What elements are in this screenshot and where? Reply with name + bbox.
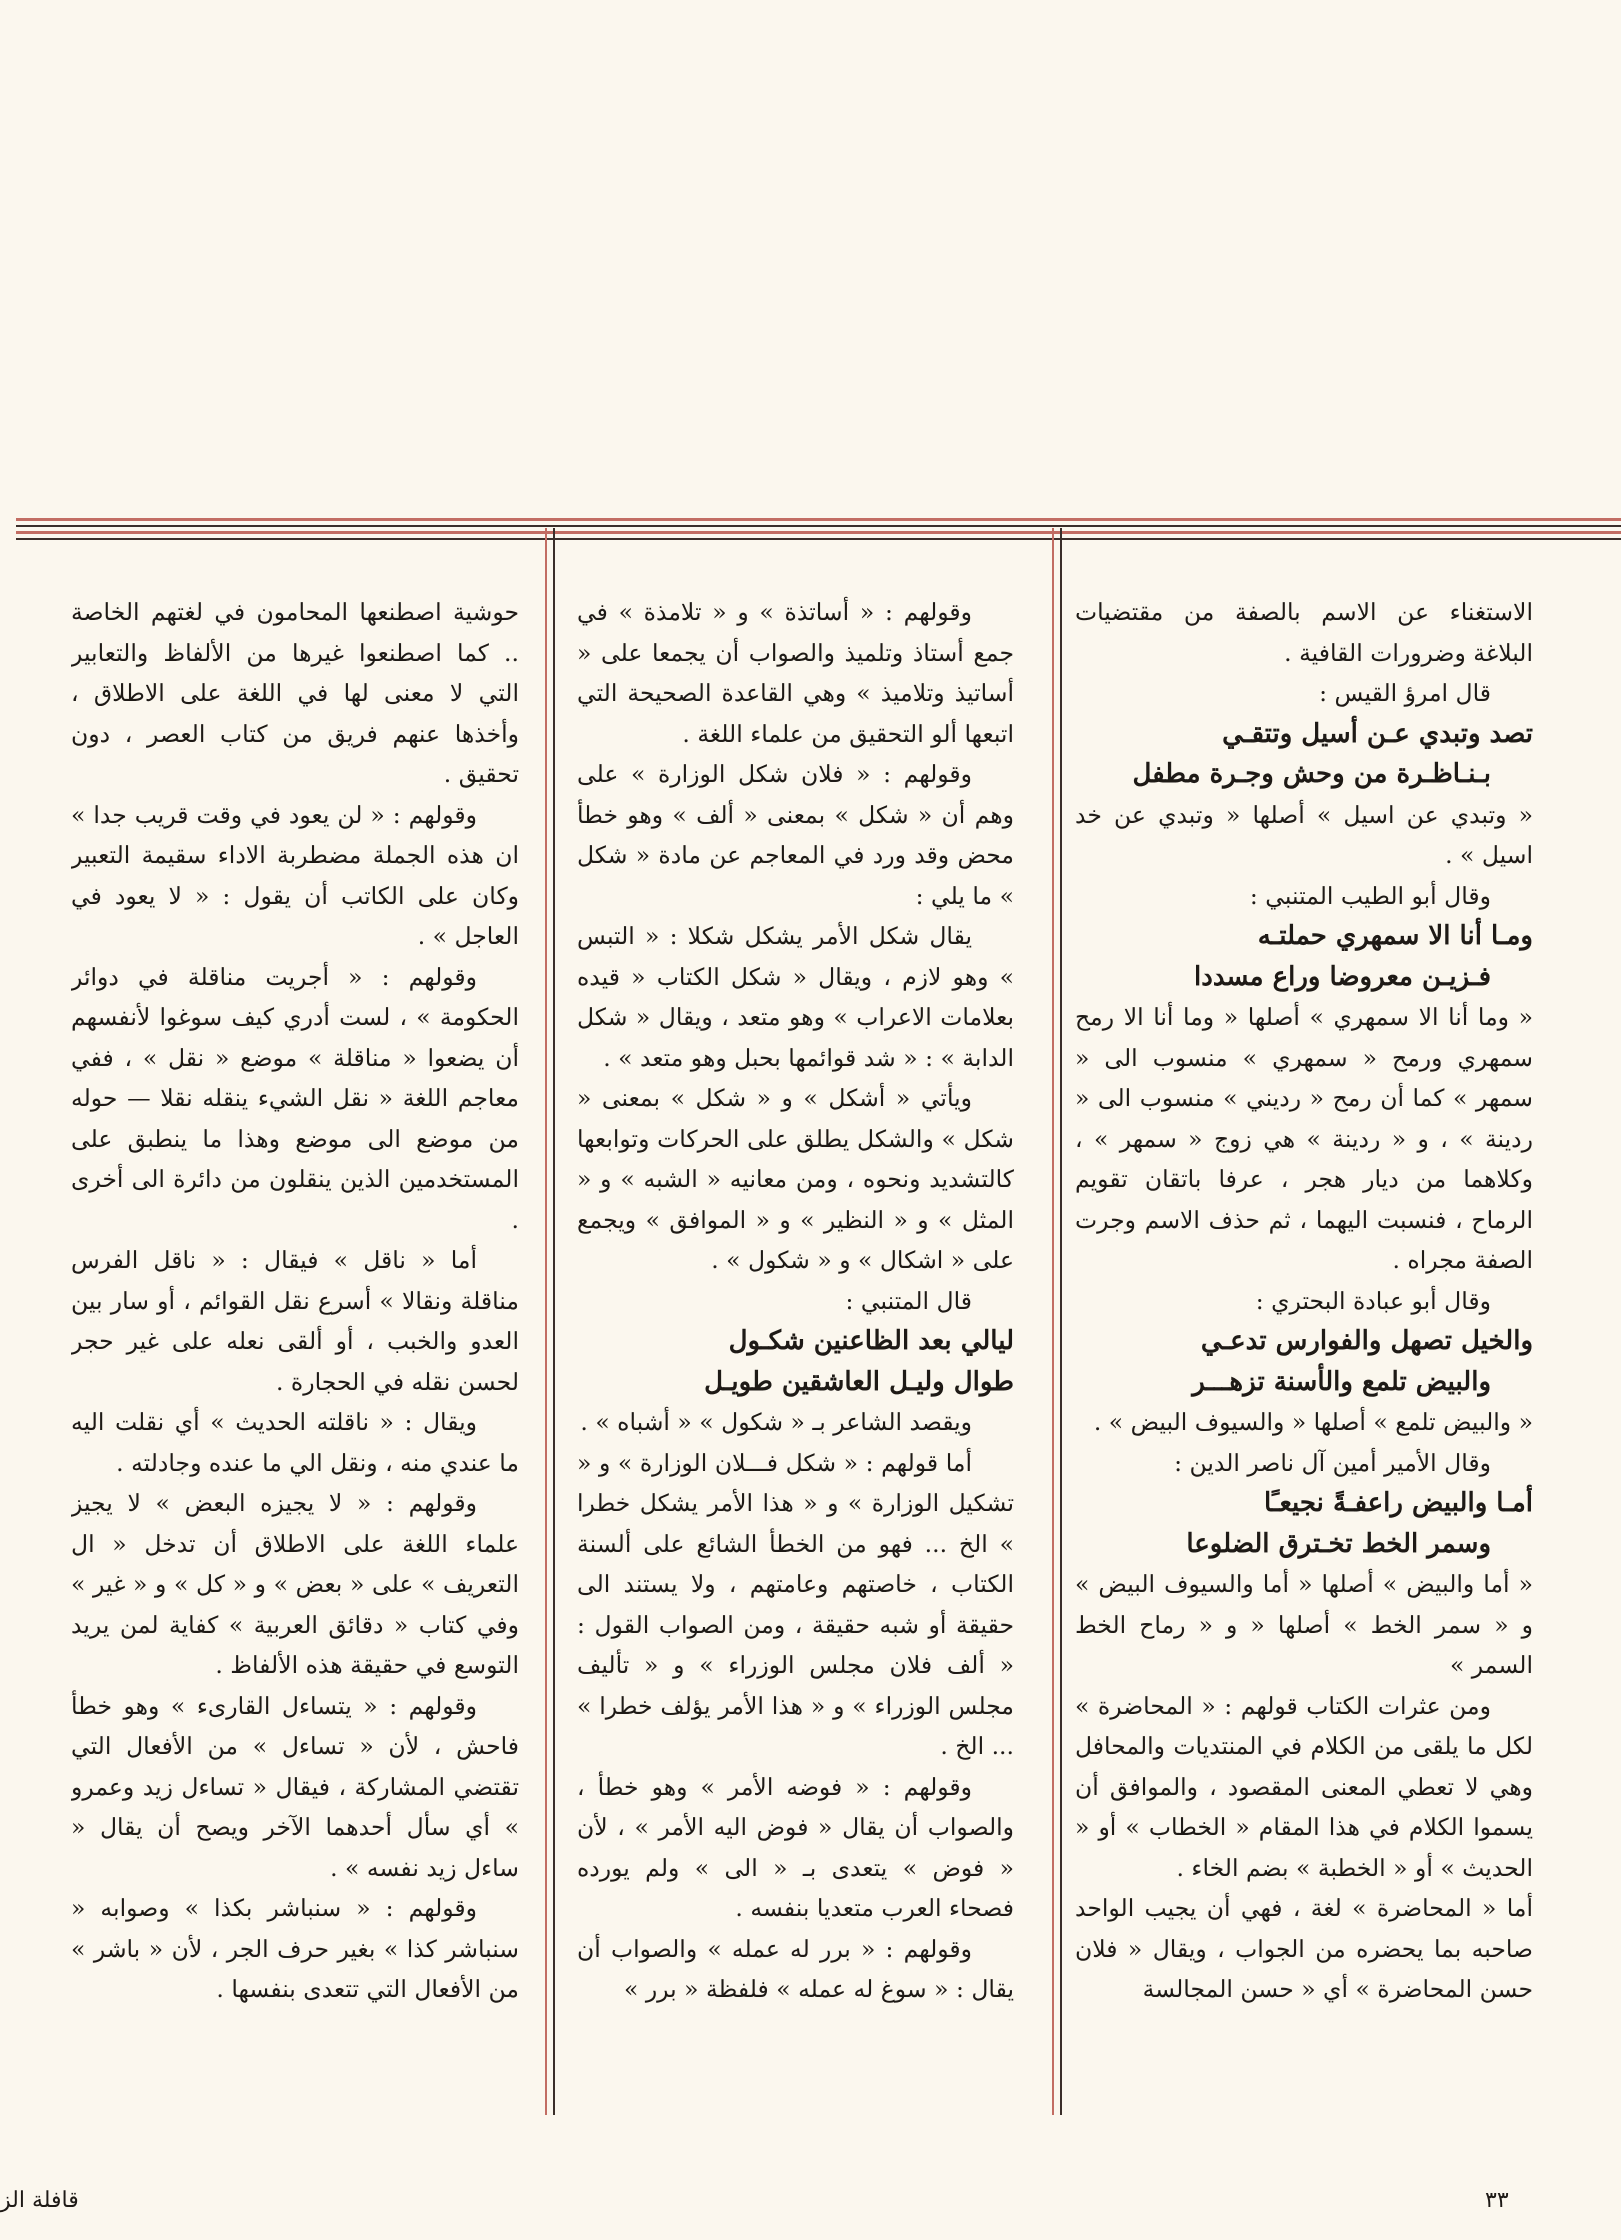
text-column-middle: [577, 592, 1014, 2112]
paragraph: حوشية اصطنعها المحامون في لغتهم الخاصة .. كما اصطنعوا غيرها من الألفاظ والتعابير التي لا معنى لها في اللغة على الاطلاق ، وأخذها عنهم فريق من كتاب العصر ، دون تحقيق .: [71, 598, 519, 788]
page-number: ٣٣: [1485, 2188, 1509, 2213]
paragraph: « أما والبيض » أصلها « أما والسيوف البيض » و « سمر الخط » أصلها « و « رماح الخط السمر »: [1075, 1570, 1533, 1679]
column-divider: [1052, 528, 1066, 2115]
header-rule-band: [16, 518, 1621, 544]
paragraph: وقال أبو عبادة البحتري :: [1255, 1286, 1491, 1315]
paragraph: وقولهم : « لا يجيزه البعض » لا يجيز علماء اللغة على الاطلاق أن تدخل « ال التعريف » على « بعض » و « كل » و « غير » وفي كتاب « دقائق العربية » كفاية لمن يريد التوسع في حقيقة هذه الألفاظ .: [71, 1489, 519, 1679]
header-rule-line: [16, 531, 1621, 534]
paragraph: وقولهم : « فوضه الأمر » وهو خطأ ، والصواب أن يقال « فوض اليه الأمر » ، لأن « فوض » يتعدى بـ « الى » ولم يورده فصحاء العرب متعديا بنفسه .: [577, 1772, 1014, 1922]
column-divider: [545, 528, 559, 2115]
paragraph: وقولهم : « سنباشر بكذا » وصوابه « سنباشر كذا » بغير حرف الجر ، لأن « باشر » من الأفعال التي تتعدى بنفسها .: [71, 1894, 519, 2003]
paragraph: ومن عثرات الكتاب قولهم : « المحاضرة » لكل ما يلقى من الكلام في المنتديات والمحافل وهي لا تعطي المعنى المقصود ، والموافق أن يسموا الكلام في هذا المقام « الخطاب » أو « الحديث » أو « الخطبة » بضم الخاء .: [1075, 1691, 1533, 1882]
paragraph: وقال الأمير أمين آل ناصر الدين :: [1174, 1448, 1491, 1477]
text-column-left: [71, 592, 519, 2112]
paragraph: أما « المحاضرة » لغة ، فهي أن يجيب الواحد صاحبه بما يحضره من الجواب ، ويقال « فلان حسن المحاضرة » أي « حسن المجالسة: [1075, 1894, 1533, 2003]
text-column-right: [1075, 592, 1533, 2112]
poem-verse: بـنـاظـرة من وحش وجـرة مطفل: [1132, 759, 1491, 789]
header-rule-line: [16, 525, 1621, 527]
paragraph: وقال أبو الطيب المتنبي :: [1249, 881, 1491, 910]
paragraph: « وتبدي عن اسيل » أصلها « وتبدي عن خد اسيل » .: [1075, 800, 1533, 869]
paragraph: « والبيض تلمع » أصلها « والسيوف البيض » .: [1093, 1408, 1533, 1436]
running-title: قافلة الز: [0, 2188, 79, 2213]
poem-verse: ومـا أنا الا سمهري حملتـه: [1257, 921, 1533, 951]
poem-verse: والخيل تصهل والفوارس تدعـي: [1200, 1326, 1533, 1356]
paragraph: « وما أنا الا سمهري » أصلها « وما أنا الا رمح سمهري ورمح « سمهري » منسوب الى « سمهر » كما أن رمح « رديني » منسوب الى « ردينة » ، و « ردينة » هي زوج « سمهر » ، وكلاهما من ديار هجر ، عرفا باتقان تقويم الرماح ، فنسبت اليهما ، ثم حذف الاسم وجرت الصفة مجراه .: [1075, 1003, 1533, 1274]
poem-verse: طوال وليـل العاشقين طويـل: [704, 1366, 1014, 1397]
header-rule-line: [16, 538, 1621, 540]
paragraph: قال امرؤ القيس :: [1319, 679, 1491, 707]
paragraph: الاستغناء عن الاسم بالصفة من مقتضيات البلاغة وضرورات القافية .: [1075, 598, 1533, 667]
paragraph: وقولهم : « لن يعود في وقت قريب جدا » ان هذه الجملة مضطربة الاداء سقيمة التعبير وكان على الكاتب أن يقول : « لا يعود في العاجل » .: [71, 800, 519, 950]
paragraph: وقولهم : « برر له عمله » والصواب أن يقال : « سوغ له عمله » فلفظة « برر »: [577, 1934, 1014, 2003]
poem-verse: تصد وتبدي عـن أسيل وتتقـي: [1222, 718, 1533, 749]
paragraph: أما « ناقل » فيقال : « ناقل الفرس مناقلة ونقالا » أسرع نقل القوائم ، أو سار بين العدو والخبب ، أو ألقى نعله على غير حجر لحسن نقله في الحجارة .: [71, 1246, 519, 1396]
paragraph: أما قولهم : « شكل فـــلان الوزارة » و « تشكيل الوزارة » و « هذا الأمر يشكل خطرا » الخ ... فهو من الخطأ الشائع على ألسنة الكتاب ، خاصتهم وعامتهم ، ولا يستند الى حقيقة أو شبه حقيقة ، ومن الصواب القول : « ألف فلان مجلس الوزراء » و « تأليف مجلس الوزراء » و « هذا الأمر يؤلف خطرا » ... الخ .: [577, 1448, 1014, 1760]
poem-verse: وسمر الخط تخـترق الضلوعا: [1186, 1528, 1491, 1559]
paragraph: ويقصد الشاعر بـ « شكول » « أشباه » .: [580, 1408, 972, 1436]
poem-verse: فـزيـن معروضا وراع مسددا: [1194, 961, 1491, 992]
paragraph: وقولهم : « فلان شكل الوزارة » على وهم أن « شكل » بمعنى « ألف » وهو خطأ محض وقد ورد في المعاجم عن مادة « شكل » ما يلي :: [577, 760, 1014, 910]
paragraph: يقال شكل الأمر يشكل شكلا : « التبس » وهو لازم ، ويقال « شكل الكتاب « قيده بعلامات الاعراب » وهو متعد ، ويقال « شكل الدابة » : « شد قوائمها بحبل وهو متعد » .: [577, 922, 1014, 1072]
paragraph: وقولهم : « أساتذة » و « تلامذة » في جمع أستاذ وتلميذ والصواب أن يجمعا على « أساتيذ وتلاميذ » وهي القاعدة الصحيحة التي اتبعها ألو التحقيق من علماء اللغة .: [577, 598, 1014, 748]
poem-verse: أمـا والبيض راعفـةً نجيعـًا: [1263, 1488, 1533, 1518]
poem-verse: والبيض تلمع والأسنة تزهـــر: [1192, 1366, 1491, 1397]
paragraph: وقولهم : « يتساءل القارىء » وهو خطأ فاحش ، لأن « تساءل » من الأفعال التي تقتضي المشاركة ، فيقال « تساءل زيد وعمرو » أي سأل أحدهما الآخر ويصح أن يقال « ساءل زيد نفسه » .: [71, 1691, 519, 1882]
poem-verse: ليالي بعد الظاعنين شكـول: [728, 1326, 1014, 1356]
header-rule-line: [16, 518, 1621, 521]
paragraph: قال المتنبي :: [845, 1286, 972, 1315]
paragraph: وقولهم : « أجريت مناقلة في دوائر الحكومة » ، لست أدري كيف سوغوا لأنفسهم أن يضعوا « مناقلة » موضع « نقل » ، ففي معاجم اللغة « نقل الشيء ينقله نقلا — حوله من موضع الى موضع وهذا ما ينطبق على المستخدمين الذين ينقلون من دائرة الى أخرى .: [71, 962, 519, 1234]
paragraph: ويأتي « أشكل » و « شكل » بمعنى « شكل » والشكل يطلق على الحركات وتوابعها كالتشديد ونحوه ، ومن معانيه « الشبه » و « المثل » و « النظير » و « الموافق » ويجمع على « اشكال » و « شكول » .: [577, 1084, 1014, 1274]
paragraph: ويقال : « ناقلته الحديث » أي نقلت اليه ما عندي منه ، ونقل الي ما عنده وجادلته .: [71, 1408, 519, 1477]
